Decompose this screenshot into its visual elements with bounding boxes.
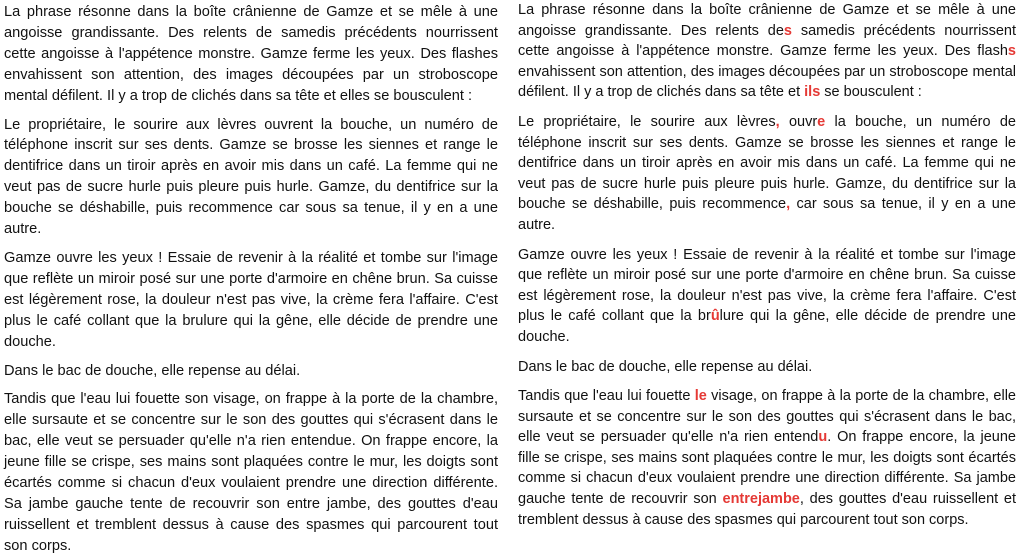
correction-highlight: e [817, 113, 826, 130]
original-paragraph-2: Le propriétaire, le sourire aux lèvres ouvrent la bouche, un numéro de téléphone inscrit sur ses dents. Gamze se brosse les siennes et range le dentifrice dans un tiroir après en avoir mis dans un café. La femme qui ne veut pas de sucre hurle puis pleure puis hurle. Gamze, du dentifrice sur la bouche se déshabille, puis recommence car sous sa tenue, il y en a une autre. [4, 116, 498, 238]
original-text-column [0, 0, 512, 554]
corrected-paragraph-2: Le propriétaire, le sourire aux lèvres, ouvre la bouche, un numéro de téléphone inscrit sur ses dents. Gamze se brosse les siennes et range le dentifrice dans un tiroir après en avoir mis dans un café. La femme qui ne veut pas de sucre hurle puis pleure puis hurle. Gamze, du dentifrice sur la bouche se déshabille, puis recommence, car sous sa tenue, il y en a une autre. [518, 113, 1016, 233]
corrected-paragraph-5: Tandis que l'eau lui fouette le visage, on frappe à la porte de la chambre, elle sursaute et se concentre sur le son des gouttes qui s'écrasent dans le bac, elle veut se persuader qu'elle n'a rien entendu. On frappe encore, la jeune fille se crispe, ses mains sont plaquées contre le mur, les doigts sont écartés comme si chacun d'eux voulaient prendre une direction différente. Sa jambe gauche tente de recouvrir son entrejambe, des gouttes d'eau ruissellent et tremblent dessus à cause des spasmes qui parcourent tout son corps. [518, 388, 1017, 528]
correction-highlight: û [710, 308, 720, 325]
correction-highlight: u [818, 429, 828, 446]
correction-highlight: le [694, 388, 707, 405]
original-paragraph-3: Gamze ouvre les yeux ! Essaie de revenir à la réalité et tombe sur l'image que reflète un miroir posé sur une porte d'armoire en chêne brun. Sa cuisse est légèrement rose, la douleur n'est pas vive, la crème fera l'affaire. C'est plus le café collant que la brulure qui la gêne, elle décide de prendre une douche. [4, 249, 498, 350]
corrected-paragraph-1: La phrase résonne dans la boîte crânienne de Gamze et se mêle à une angoisse grandissante. Des relents des samedis précédents nourrissent cette angoisse à l'appétence monstre. Gamze ferme les yeux. Des flashs envahissent son attention, des images découpées par un stroboscope mental défilent. Il y a trop de clichés dans sa tête et ils se bousculent : [518, 2, 1016, 101]
correction-highlight: s [1007, 43, 1016, 60]
original-paragraph-5: Tandis que l'eau lui fouette son visage, on frappe à la porte de la chambre, elle sursaute et se concentre sur le son des gouttes qui s'écrasent dans le bac, elle veut se persuader qu'elle n'a rien entendue. On frappe encore, la jeune fille se crispe, ses mains sont plaquées contre le mur, les doigts sont écartés comme si chacun d'eux voulaient prendre une direction différente. Sa jambe gauche tente de recouvrir son entre jambe, des gouttes d'eau ruissellent et tremblent dessus à cause des spasmes qui parcourent tout son corps. [4, 391, 498, 554]
correction-highlight: , [775, 113, 780, 130]
correction-highlight: ils [804, 84, 821, 101]
correction-highlight: entrejambe [722, 491, 800, 508]
corrected-paragraph-3: Gamze ouvre les yeux ! Essaie de revenir à la réalité et tombe sur l'image que reflète un miroir posé sur une porte d'armoire en chêne brun. Sa cuisse est légèrement rose, la douleur n'est pas vive, la crème fera l'affaire. C'est plus le café collant que la brûlure qui la gêne, elle décide de prendre une douche. [518, 246, 1017, 345]
correction-highlight: s [783, 22, 792, 39]
original-paragraph-4: Dans le bac de douche, elle repense au délai. [4, 362, 301, 379]
original-paragraph-1: La phrase résonne dans la boîte crânienne de Gamze et se mêle à une angoisse grandissante. Des relents de samedis précédents nourrissent cette angoisse à l'appétence monstre. Gamze ferme les yeux. Des flashes envahissent son attention, des images découpées par un stroboscope mental défilent. Il y a trop de clichés dans sa tête et elles se bousculent : [4, 4, 498, 104]
corrected-text-column [512, 0, 1024, 542]
corrected-paragraph-4: Dans le bac de douche, elle repense au délai. [518, 358, 813, 375]
correction-highlight: , [786, 196, 791, 213]
